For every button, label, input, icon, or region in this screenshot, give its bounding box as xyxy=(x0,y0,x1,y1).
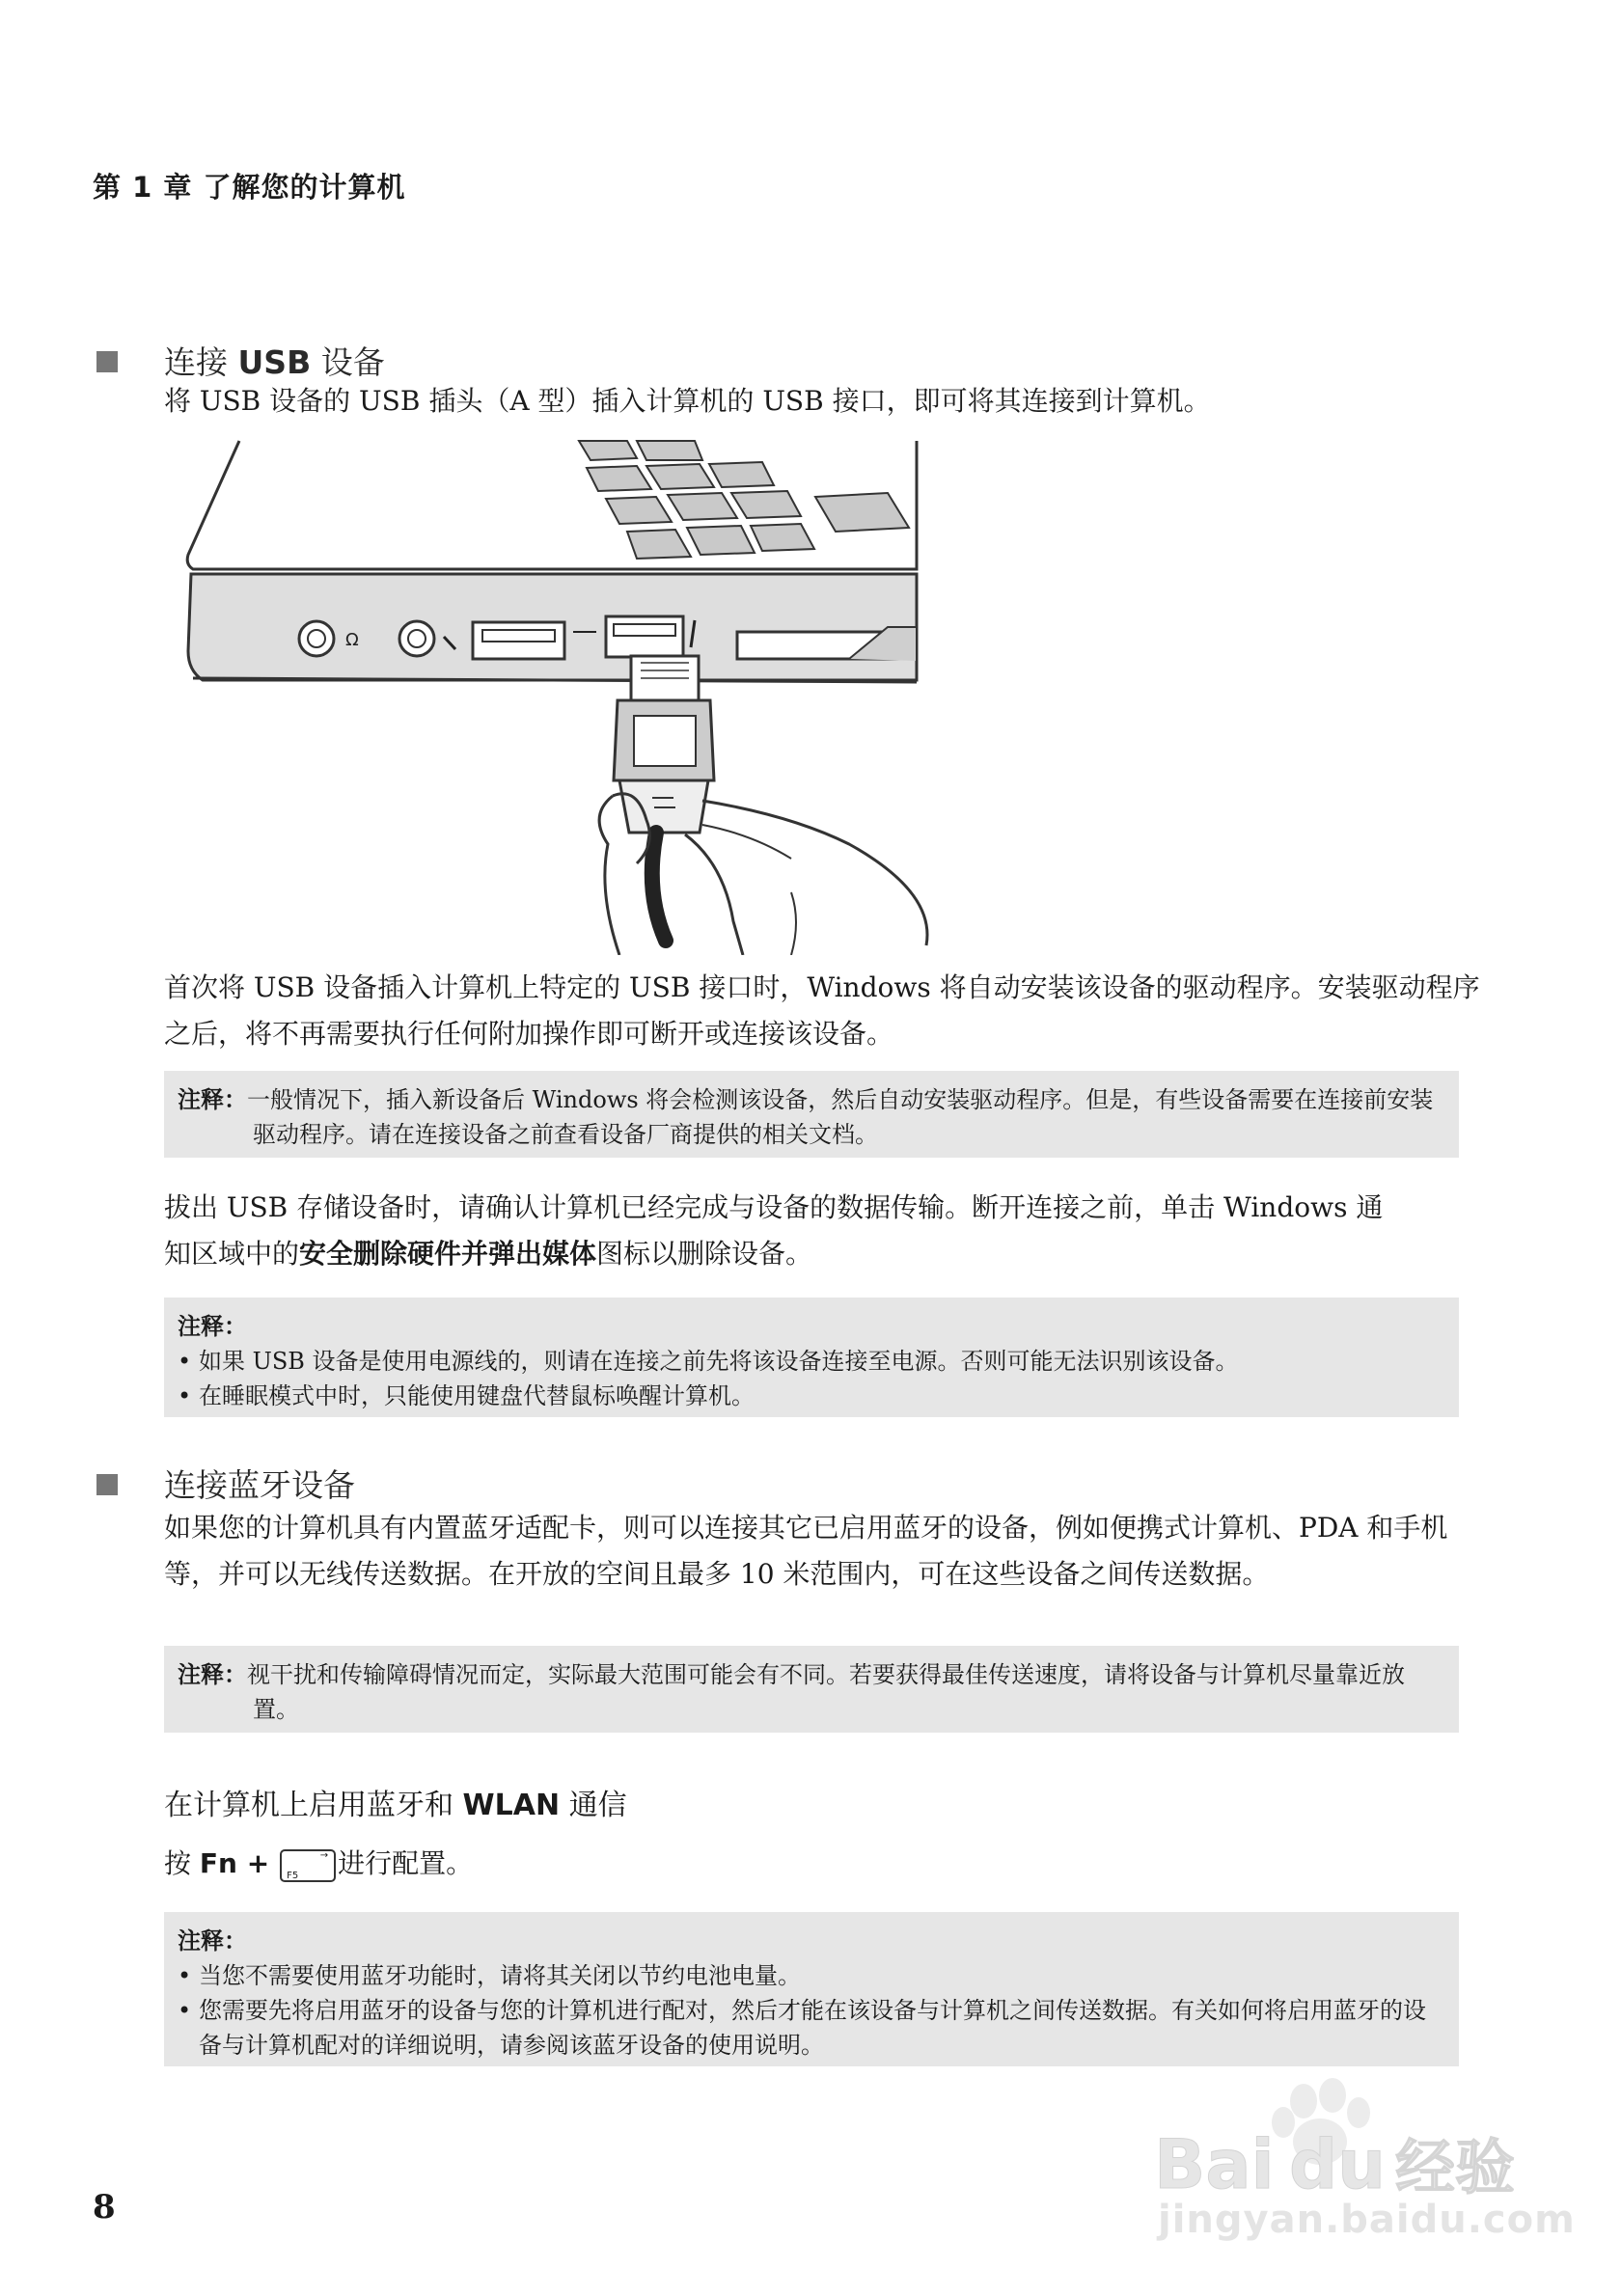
svg-text:Ω: Ω xyxy=(345,630,359,650)
note-label: 注释： xyxy=(178,1086,247,1113)
bluetooth-paragraph: 如果您的计算机具有内置蓝牙适配卡，则可以连接其它已启用蓝牙的设备，例如便携式计算机、PDA 和手机等，并可以无线传送数据。在开放的空间且最多 10 米范围内，可在这些设备之间传送数据。 xyxy=(164,1512,1448,1590)
note-label: 注释： xyxy=(178,1661,247,1688)
page-number: 8 xyxy=(93,2188,116,2227)
note-text: 视干扰和传输障碍情况而定，实际最大范围可能会有不同。若要获得最佳传送速度，请将设备与计算机尽量靠近放置。 xyxy=(247,1661,1405,1723)
note-box-usb-driver xyxy=(164,1071,1459,1158)
usb-remove-paragraph: 拔出 USB 存储设备时，请确认计算机已经完成与设备的数据传输。断开连接之前，单击 Windows 通知区域中的安全删除硬件并弹出媒体图标以删除设备。 xyxy=(164,1191,1384,1270)
note-item: • 如果 USB 设备是使用电源线的，则请在连接之前先将该设备连接至电源。否则可能无法识别该设备。 xyxy=(178,1344,1445,1379)
note-item: • 您需要先将启用蓝牙的设备与您的计算机进行配对，然后才能在该设备与计算机之间传送数据。有关如何将启用蓝牙的设备与计算机配对的详细说明，请参阅该蓝牙设备的使用说明。 xyxy=(178,1993,1445,2063)
svg-text:经验: 经验 xyxy=(1395,2132,1516,2202)
note-label: 注释： xyxy=(178,1313,247,1340)
subsection-title-enable-wireless: 在计算机上启用蓝牙和 WLAN 通信 xyxy=(164,1789,627,1822)
section-bullet-square xyxy=(96,351,118,372)
note-box-bluetooth-range xyxy=(164,1646,1459,1733)
note-box-usb-remove xyxy=(164,1298,1459,1417)
fn-key-label: Fn + xyxy=(199,1847,270,1879)
svg-text:du: du xyxy=(1289,2125,1386,2204)
svg-text:Bai: Bai xyxy=(1154,2125,1275,2204)
usb-intro: 将 USB 设备的 USB 插头（A 型）插入计算机的 USB 接口，即可将其连接到计算机。 xyxy=(164,385,1211,417)
section-title-usb: 连接 USB 设备 xyxy=(164,343,385,381)
press-key-instruction: 按 Fn + F5 → 进行配置。 xyxy=(164,1847,474,1881)
note-label: 注释： xyxy=(178,1927,247,1954)
section-bullet-square xyxy=(96,1474,118,1495)
chapter-header: 第 1 章 了解您的计算机 xyxy=(93,171,406,204)
note-item: • 当您不需要使用蓝牙功能时，请将其关闭以节约电池电量。 xyxy=(178,1958,1445,1993)
safely-remove-hardware-label: 安全删除硬件并弹出媒体 xyxy=(299,1238,597,1270)
usb-first-connect-paragraph: 首次将 USB 设备插入计算机上特定的 USB 接口时，Windows 将自动安装该设备的驱动程序。安装驱动程序之后，将不再需要执行任何附加操作即可断开或连接该设备。 xyxy=(164,971,1480,1050)
watermark-url: jingyan.baidu.com xyxy=(1158,2198,1576,2242)
note-text: 一般情况下，插入新设备后 Windows 将会检测该设备，然后自动安装驱动程序。但是，有些设备需要在连接前安装驱动程序。请在连接设备之前查看设备厂商提供的相关文档。 xyxy=(247,1086,1434,1148)
usb-connection-illustration xyxy=(174,439,984,955)
section-title-bluetooth: 连接蓝牙设备 xyxy=(164,1466,355,1504)
note-item: • 在睡眠模式中时，只能使用键盘代替鼠标唤醒计算机。 xyxy=(178,1379,1445,1413)
f5-key-icon: F5 → xyxy=(280,1849,336,1882)
note-box-bluetooth-tips xyxy=(164,1912,1459,2066)
